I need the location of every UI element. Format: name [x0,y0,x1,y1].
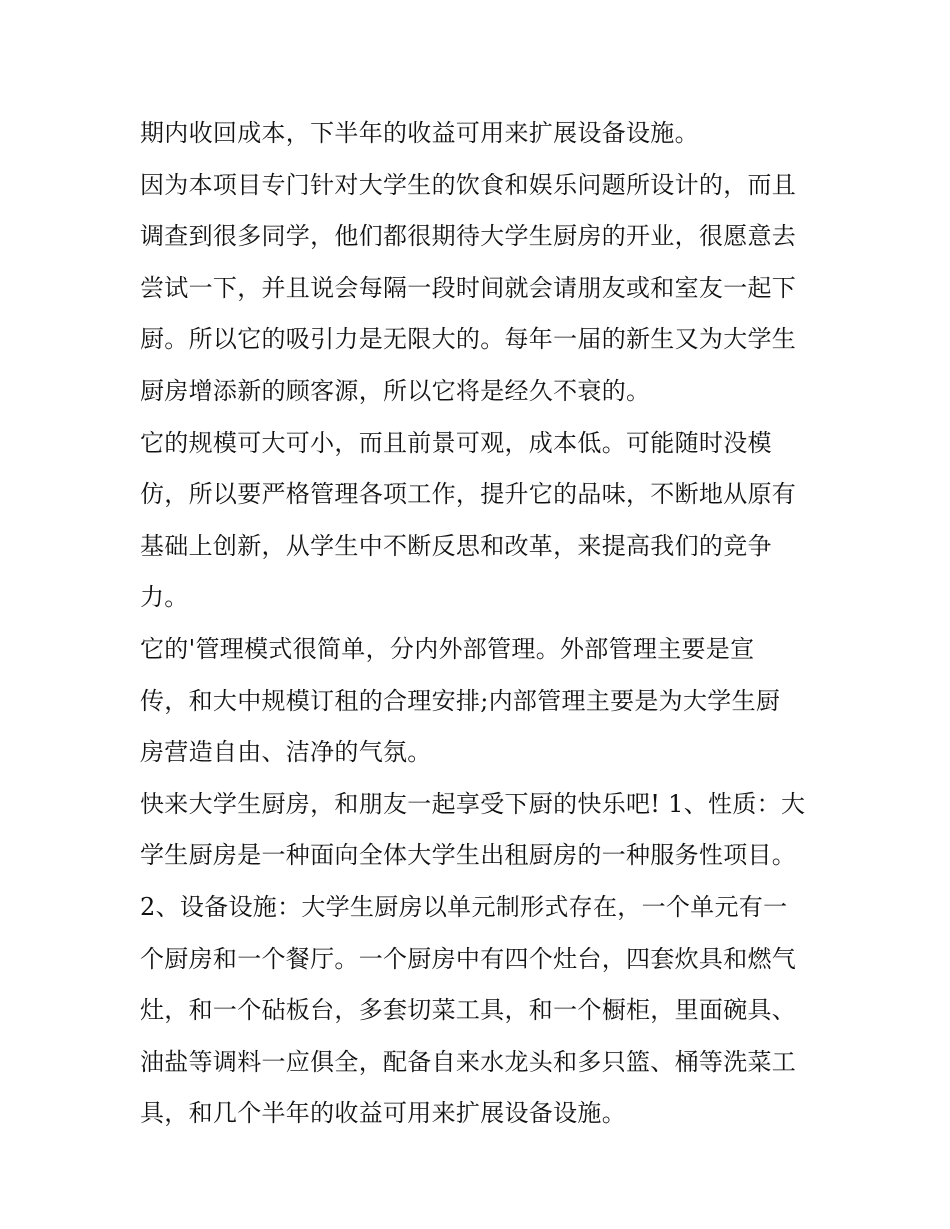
text-line: 油盐等调料一应俱全，配备自来水龙头和多只篮、桶等洗菜工 [140,1047,797,1076]
text-line: 厨房增添新的顾客源，所以它将是经久不衰的。 [140,376,651,405]
text-line: 灶，和一个砧板台，多套切菜工具，和一个橱柜，里面碗具、 [140,996,797,1025]
text-line: 房营造自由、洁净的气氛。 [140,738,432,767]
text-line: 力。 [140,583,189,612]
text-line: 快来大学生厨房，和朋友一起享受下厨的快乐吧! 1、性质：大 [140,789,806,818]
text-line: 仿，所以要严格管理各项工作，提升它的品味，不断地从原有 [140,480,797,509]
text-line: 它的规模可大可小，而且前景可观，成本低。可能随时没模 [140,428,772,457]
text-line: 因为本项目专门针对大学生的饮食和娱乐问题所设计的，而且 [140,170,797,199]
text-line: 具，和几个半年的收益可用来扩展设备设施。 [140,1099,626,1128]
text-line: 调查到很多同学，他们都很期待大学生厨房的开业，很愿意去 [140,222,797,251]
text-line: 学生厨房是一种面向全体大学生出租厨房的一种服务性项目。 [140,841,797,870]
text-line: 尝试一下，并且说会每隔一段时间就会请朋友或和室友一起下 [140,273,797,302]
text-line: 期内收回成本，下半年的收益可用来扩展设备设施。 [140,119,699,147]
text-line: 厨。所以它的吸引力是无限大的。每年一届的新生又为大学生 [140,325,797,354]
text-line: 个厨房和一个餐厅。一个厨房中有四个灶台，四套炊具和燃气 [140,944,797,973]
text-line: 传，和大中规模订租的合理安排;内部管理主要是为大学生厨 [140,686,781,715]
document-body [140,108,820,1140]
text-line: 2、设备设施：大学生厨房以单元制形式存在，一个单元有一 [140,892,788,921]
text-line: 基础上创新，从学生中不断反思和改革，来提高我们的竞争 [140,531,772,560]
text-line: 它的'管理模式很简单，分内外部管理。外部管理主要是宣 [140,634,755,663]
